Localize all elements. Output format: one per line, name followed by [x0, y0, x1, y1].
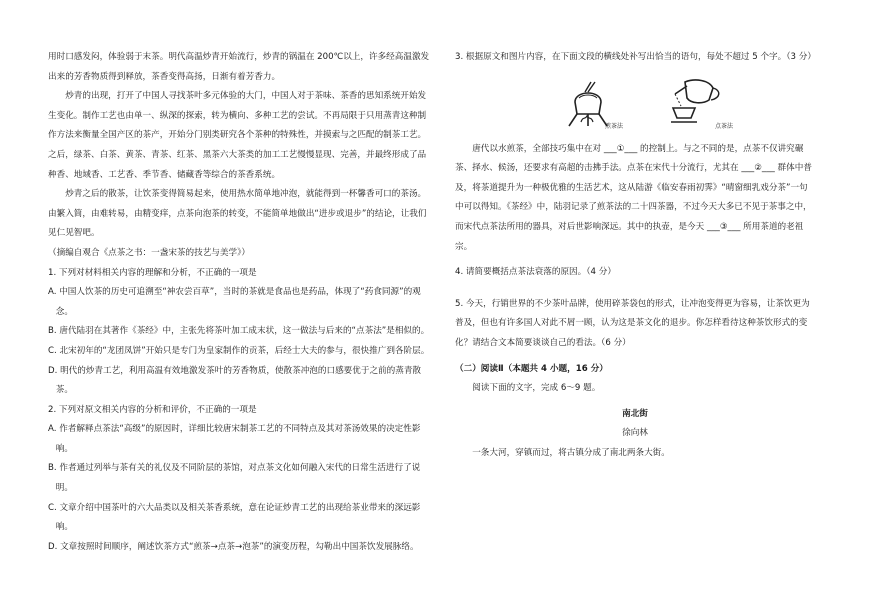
source-note: （摘编自观合《点茶之书：一盏宋茶的技艺与美学》）: [48, 247, 250, 258]
left-column: [48, 48, 430, 557]
q1-option-c: C. 北宋初年的“龙团凤饼”开始只是专门为皇家制作的贡茶，后经士大夫的参与，很快推广到各阶层。: [48, 345, 430, 356]
ewer-and-bowl-icon: [665, 72, 735, 130]
q2-option-a: A. 作者解释点茶法“高级”的原因时，详细比较唐宋制茶工艺的不同特点及其对茶汤效果的决定性影响。: [48, 424, 421, 454]
passage-title: 南北街: [622, 408, 648, 419]
question-1: 1. 下列对材料相关内容的理解和分析，不正确的一项是: [48, 267, 257, 278]
question-4: 4. 请简要概括点茶法衰落的原因。（4 分）: [455, 267, 616, 278]
section-heading: （二）阅读Ⅱ（本题共 4 小题，16 分）: [455, 363, 608, 374]
whisked-tea-figure: [665, 72, 735, 138]
boiled-tea-figure: [555, 72, 625, 138]
q2-option-c: C. 文章介绍中国茶叶的六大品类以及相关茶香系统，意在论证炒青工艺的出现给茶业带来的深远影响。: [48, 502, 421, 533]
question-3: 3. 根据原文和图片内容，在下面文段的横线处补写出恰当的语句，每处不超过 5 个字。（3 分）: [455, 52, 816, 62]
paragraph-1: 用时口感发闷，体验弱于末茶。明代高温炒青开始流行，炒青的锅温在 200℃以上，许多经高温激发出来的芳香物质得到释放，茶香变得高扬，日渐有着芳香力。: [48, 52, 430, 82]
q3-fill-paragraph: 唐代以水煎茶，全部技巧集中在对 ___①___ 的控制上。与之不同的是，点茶不仅讲究碾茶、择水、候汤，还要求有高超的击拂手法。点茶在宋代十分流行，尤其在 ___②___ 群体中普及，将茶道提升为一种极优雅的生活艺术，这从陆游《临安春雨初霁》“晴窗细乳戏分茶”一句中可以得知。《茶经》中，陆羽记录了煎茶法的二十四茶器，不过今天大多已不见于茶事之中，而宋代点茶法所用的器具，对后世影响深远。其中的执壶，是今天 ___③___ 所用茶道的老祖宗。: [455, 143, 812, 252]
reading-instruction: 阅读下面的文字，完成 6～9 题。: [472, 383, 601, 394]
q2-option-b: B. 作者通过列举与茶有关的礼仪及不同阶层的茶馆，对点茶文化如何融入宋代的日常生活进行了说明。: [48, 463, 421, 494]
boiled-tea-label: 煎茶法: [604, 122, 623, 130]
kettle-on-stove-icon: [555, 72, 625, 130]
passage-author: 徐向林: [622, 428, 648, 439]
paragraph-2: 炒青的出现，打开了中国人寻找茶叶多元体验的大门，中国人对于茶味、茶香的思知系统开始发生变化。制作工艺也由单一、纵深的探索，转为横向、多种工艺的尝试。不再局限于只用蒸青这种制作方法来衡量全国产区的茶产，开始分门别类研究各个茶种的特殊性，并摸索与之匹配的制茶工艺。之后，绿茶、白茶、黄茶、青茶、红茶、黑茶六大茶类的加工工艺慢慢显现、完善，并最终形成了品种香、地域香、工艺香、季节香、储藏香等综合的茶香系统。: [48, 91, 427, 180]
passage-first-line: 一条大河，穿镇而过，将古镇分成了南北两条大街。: [472, 447, 670, 458]
right-column: [455, 48, 815, 464]
q1-option-d: D. 明代的炒青工艺，利用高温有效地激发茶叶的芳香物质，使散茶冲泡的口感要优于之前的蒸青散茶。: [48, 365, 422, 396]
q2-option-d: D. 文章按照时间顺序，阐述饮茶方式“煎茶→点茶→泡茶”的演变历程，勾勒出中国茶饮发展脉络。: [48, 541, 419, 552]
tea-method-figures: [455, 68, 815, 140]
question-2: 2. 下列对原文相关内容的分析和评价，不正确的一项是: [48, 404, 257, 415]
q1-option-a: A. 中国人饮茶的历史可追溯至“神农尝百草”，当时的茶就是食品也是药品，体现了“药食同源”的观念。: [48, 287, 421, 317]
q1-option-b: B. 唐代陆羽在其著作《茶经》中，主张先将茶叶加工成末状，这一做法与后来的“点茶法”是相似的。: [48, 326, 430, 337]
question-5: 5. 今天，行销世界的不少茶叶品牌，使用碎茶袋包的形式，让冲泡变得更为容易，让茶饮更为普及，但也有许多国人对此不屑一顾，认为这是茶文化的退步。你怎样看待这种茶饮形式的变化？请结合文本简要谈谈自己的看法。（6 分）: [455, 298, 810, 348]
paragraph-3: 炒青之后的散茶，让饮茶变得简易起来，使用热水简单地冲泡，就能得到一杯馨香可口的茶汤。由繁入简，由难转易，由精变痒，点茶向泡茶的转变，不能简单地做出“进步或退步”的结论，让我们见仁见智吧。: [48, 189, 427, 239]
whisked-tea-label: 点茶法: [714, 122, 733, 130]
